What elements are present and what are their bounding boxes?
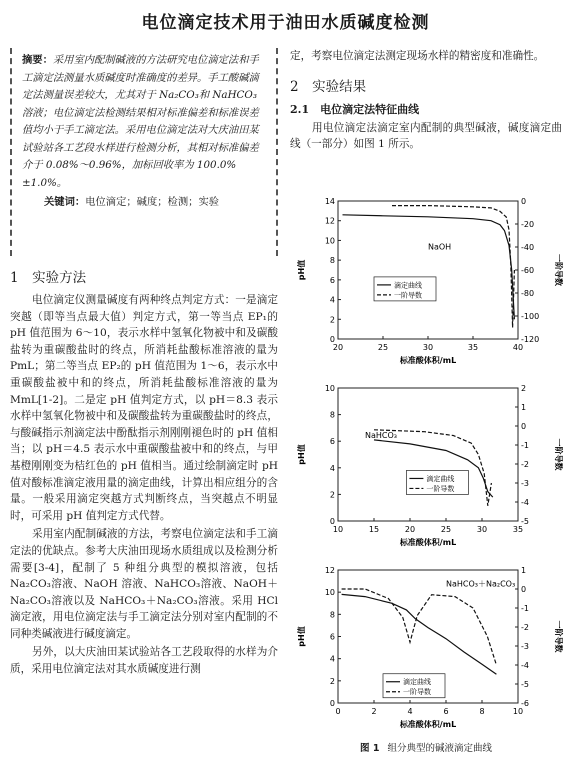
x-axis-label: 标准酸体积/mL (399, 720, 457, 729)
chart-naoh (290, 193, 562, 373)
y2-tick-label: -120 (521, 335, 540, 344)
x-tick-label: 10 (332, 525, 344, 534)
y2-tick-label: -6 (521, 699, 529, 708)
legend-label-derivative: 一阶导数 (394, 291, 422, 300)
x-tick-label: 20 (404, 525, 416, 534)
x-tick-label: 35 (512, 525, 524, 534)
y2-tick-label: -4 (521, 661, 529, 670)
derivative-line (342, 589, 497, 665)
x-tick-label: 8 (479, 707, 485, 716)
y-tick-label: 10 (324, 588, 335, 598)
chart-mixed-svg (290, 562, 562, 737)
y-tick-label: 0 (329, 699, 335, 708)
y2-tick-label: -40 (521, 243, 535, 252)
x-tick-label: 0 (335, 707, 341, 716)
legend-label-curve: 滴定曲线 (394, 281, 422, 290)
x-tick-label: 30 (476, 525, 488, 534)
y-tick-label: 4 (329, 654, 335, 664)
x-tick-label: 10 (512, 707, 524, 716)
y-tick-label: 6 (329, 437, 335, 447)
section-1-heading: 1 实验方法 (10, 270, 87, 286)
legend-label-derivative: 一阶导数 (403, 688, 431, 697)
right-continued-text: 定，考察电位滴定法测定现场水样的精密度和准确性。 (290, 50, 545, 62)
y2-tick-label: 0 (521, 422, 527, 431)
x-tick-label: 20 (332, 343, 344, 352)
y-tick-label: 10 (324, 384, 335, 393)
section-1-paragraph-2: 采用室内配制碱液的方法，考察电位滴定法和手工滴定法的优缺点。参考大庆油田现场水质组成以及检测分析需要[3-4]，配制了 5 种组分典型的模拟溶液，包括 Na₂CO₃溶液、NaOH 溶液、NaHCO₃溶液、NaOH＋Na₂CO₃溶液以及 NaHCO₃＋Na₂CO₃溶液。采用 HCl 滴定液，用电位滴定法与手工滴定法分别对室内配制的不同种类碱液进行碱度滴定。 (10, 528, 278, 640)
curve-annotation: NaHCO₃＋Na₂CO₃ (446, 579, 516, 589)
x-tick-label: 30 (422, 343, 434, 352)
abstract-box (10, 48, 278, 256)
y2-tick-label: -20 (521, 220, 535, 229)
curve-annotation: NaOH (428, 242, 452, 252)
y2-tick-label: 0 (521, 585, 527, 594)
chart-mixed (290, 562, 562, 737)
y2-tick-label: -60 (521, 266, 535, 275)
chart-naoh-svg (290, 193, 562, 373)
y2-tick-label: 1 (521, 566, 527, 575)
x-axis-label: 标准酸体积/mL (399, 356, 457, 365)
chart-nahco3 (290, 380, 562, 555)
y-axis-label: pH值 (297, 444, 306, 465)
curve-annotation: NaHCO₃ (365, 430, 397, 440)
keywords-label: 关键词： (44, 196, 86, 208)
plot-frame (338, 201, 518, 339)
y2-tick-label: -2 (521, 460, 529, 469)
y-tick-label: 6 (329, 632, 335, 642)
keywords-text: 电位滴定；碱度；检测；实验 (85, 196, 220, 208)
y-tick-label: 12 (324, 216, 335, 226)
y2-axis-label: 一阶导数 (554, 438, 563, 471)
legend-label-curve: 滴定曲线 (426, 474, 455, 483)
y-axis-label: pH值 (297, 626, 306, 647)
y-axis-label: pH值 (297, 259, 306, 281)
x-tick-label: 6 (443, 707, 449, 716)
x-tick-label: 2 (371, 707, 377, 716)
caption-text: 组分典型的碱液滴定曲线 (387, 743, 492, 754)
legend-label-derivative: 一阶导数 (426, 484, 455, 493)
y-tick-label: 12 (324, 566, 335, 575)
section-2-1-heading: 2.1 电位滴定法特征曲线 (290, 102, 420, 116)
y2-tick-label: -4 (521, 498, 529, 507)
legend-label-curve: 滴定曲线 (403, 678, 431, 687)
y2-tick-label: -3 (521, 479, 529, 488)
derivative-line (392, 206, 514, 328)
y2-axis-label: 一阶导数 (554, 254, 563, 286)
x-axis-label: 标准酸体积/mL (399, 538, 457, 547)
x-tick-label: 40 (512, 343, 524, 352)
keywords (22, 194, 266, 212)
y-tick-label: 4 (329, 295, 335, 305)
y2-tick-label: -5 (521, 517, 529, 526)
caption-label: 图 1 (360, 743, 380, 754)
abstract-label: 摘要： (22, 54, 53, 66)
x-tick-label: 35 (467, 343, 479, 352)
abstract-body (22, 52, 266, 192)
chart-nahco3-svg (290, 380, 562, 555)
right-column (290, 48, 562, 153)
y-tick-label: 2 (329, 490, 335, 500)
y2-tick-label: 1 (521, 403, 527, 412)
y-tick-label: 8 (329, 610, 335, 620)
figure-caption (290, 740, 562, 754)
y2-axis-label: 一阶导数 (554, 620, 563, 653)
titration-line (343, 215, 515, 319)
x-tick-label: 15 (368, 525, 380, 534)
paper-title: 电位滴定技术用于油田水质碱度检测 (141, 13, 430, 33)
y-tick-label: 4 (329, 463, 335, 473)
y2-tick-label: 2 (521, 384, 527, 393)
y-tick-label: 6 (329, 275, 335, 285)
y2-tick-label: 0 (521, 197, 527, 206)
x-tick-label: 25 (440, 525, 452, 534)
section-1-paragraph-1: 电位滴定仪测量碱度有两种终点判定方式：一是滴定突越（即等当点最大值）判定方式，第一等当点 EP₁的 pH 值范围为 6～10，表示水样中氢氧化物被中和及碳酸盐转为重碳酸盐时的终点，所消耗盐酸标准溶液的量为 PmL；第二等当点 EP₂的 pH 值范围为 1～6，表示水中重碳酸盐被中和的终点，所消耗盐酸标准溶液的量为 MmL[1-2]。二是定 pH 值判定方式，以 pH＝8.3 表示水样中氢氧化物被中和及碳酸盐转为重碳酸盐时的终点，与酸碱指示剂滴定法中酚酞指示剂刚刚褪色时的 pH 值相当；以 pH＝4.5 表示水中重碳酸盐被中和的终点，与甲基橙刚刚变为桔红色的 pH 值相当。通过绘制滴定时 pH 值对酸标准滴定液用量的滴定曲线，计算出相应组分的含量。一般采用滴定突越方式判断终点，当突越点不明显时，可采用 pH 值判定方式代替。 (10, 294, 278, 522)
y-tick-label: 8 (329, 410, 335, 420)
y-tick-label: 8 (329, 256, 335, 266)
plot-frame (338, 388, 518, 521)
y2-tick-label: -3 (521, 642, 529, 651)
x-tick-label: 4 (407, 707, 413, 716)
section-2-1-paragraph: 用电位滴定法滴定室内配制的典型碱液，碱度滴定曲线（一部分）如图 1 所示。 (290, 121, 562, 151)
y2-tick-label: -1 (521, 604, 529, 613)
y-tick-label: 10 (324, 236, 335, 246)
x-tick-label: 25 (377, 343, 389, 352)
titration-line (342, 594, 497, 674)
y-tick-label: 2 (329, 676, 335, 686)
left-column (10, 48, 278, 678)
y-tick-label: 2 (329, 315, 335, 325)
abstract-text: 采用室内配制碱液的方法研究电位滴定法和手工滴定法测量水质碱度时准确度的差异。手工酸碱滴定法测量误差较大，尤其对于 Na₂CO₃和 NaHCO₃溶液；电位滴定法检测结果相对标准偏差和标准误差值均小于手工滴定法。采用电位滴定法对大庆油田某试验站各工艺段水样进行检测分析，其相对标准偏差介于 0.08%～0.96%，加标回收率为 100.0%±1.0%。 (22, 54, 259, 189)
section-1-paragraph-3: 另外，以大庆油田某试验站各工艺段取得的水样为介质，采用电位滴定法对其水质碱度进行测 (10, 646, 278, 676)
y-tick-label: 0 (329, 517, 335, 526)
y-tick-label: 14 (324, 197, 335, 206)
y2-tick-label: -1 (521, 441, 529, 450)
y2-tick-label: -100 (521, 312, 540, 321)
y2-tick-label: -80 (521, 289, 535, 298)
section-2-heading: 2 实验结果 (290, 78, 367, 95)
y2-tick-label: -5 (521, 680, 529, 689)
y2-tick-label: -2 (521, 623, 529, 632)
y-tick-label: 0 (329, 335, 335, 344)
